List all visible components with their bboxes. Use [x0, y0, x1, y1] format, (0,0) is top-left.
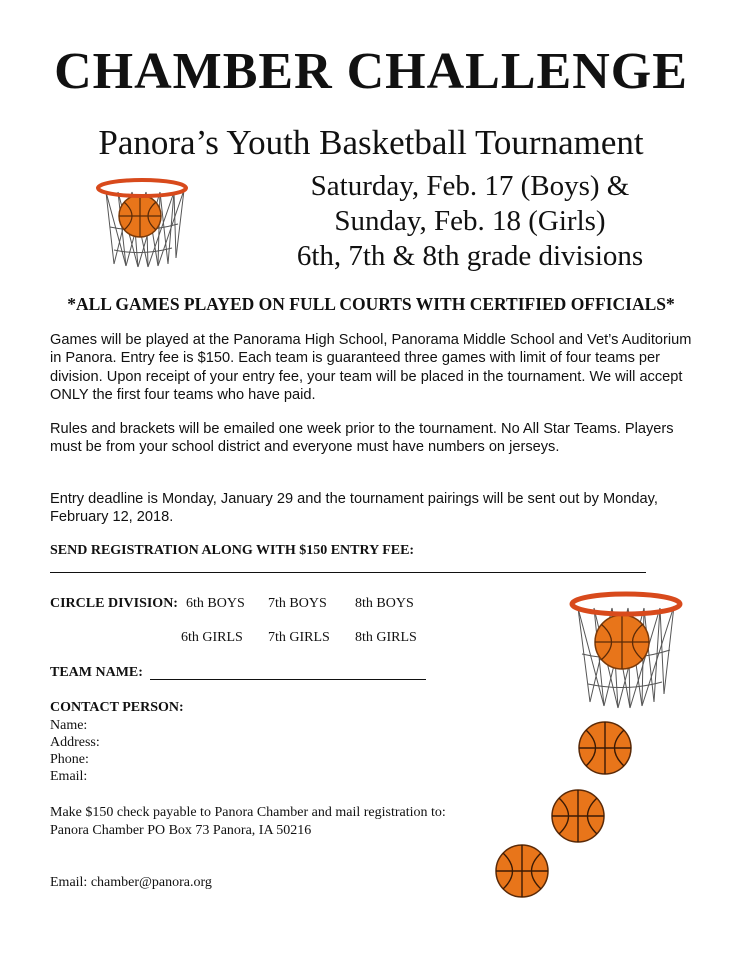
- info-paragraph-3: Entry deadline is Monday, January 29 and the tournament pairings will be sent out by Monday, February 12, 2018.: [50, 491, 658, 526]
- mailing-address: Panora Chamber PO Box 73 Panora, IA 50216: [50, 823, 312, 838]
- team-name-label: TEAM NAME:: [50, 665, 143, 680]
- info-paragraph-1: Games will be played at the Panorama High School, Panorama Middle School and Vet’s Auditorium in Panora. Entry fee is $150. Each team is guaranteed three games with limit of four teams per division. Upon receipt of your entry fee, your team will be placed in the tournament. We will accept ONLY the first four teams who have paid.: [50, 332, 692, 404]
- send-registration-heading: SEND REGISTRATION ALONG WITH $150 ENTRY FEE:: [50, 543, 415, 558]
- address-label: Address:: [50, 735, 100, 750]
- basketball-icon: [577, 720, 633, 776]
- basketball-hoop-icon: [566, 584, 686, 716]
- basketball-icon: [494, 843, 550, 899]
- date-boys: Saturday, Feb. 17 (Boys) &: [310, 170, 630, 202]
- subtitle: Panora’s Youth Basketball Tournament: [98, 123, 644, 162]
- division-6th-boys[interactable]: 6th BOYS: [186, 596, 245, 611]
- contact-email: Email: chamber@panora.org: [50, 875, 212, 890]
- division-7th-girls[interactable]: 7th GIRLS: [268, 630, 330, 645]
- check-instructions: Make $150 check payable to Panora Chamber and mail registration to:: [50, 805, 446, 820]
- banner-notice: *ALL GAMES PLAYED ON FULL COURTS WITH CERTIFIED OFFICIALS*: [67, 294, 675, 314]
- basketball-hoop-icon: [92, 172, 192, 276]
- basketball-icon: [550, 788, 606, 844]
- phone-label: Phone:: [50, 752, 89, 767]
- name-label: Name:: [50, 718, 88, 733]
- email-label: Email:: [50, 769, 88, 784]
- page-title: CHAMBER CHALLENGE: [54, 43, 688, 100]
- division-8th-girls[interactable]: 8th GIRLS: [355, 630, 417, 645]
- date-girls: Sunday, Feb. 18 (Girls): [334, 205, 606, 237]
- info-paragraph-2: Rules and brackets will be emailed one week prior to the tournament. No All Star Teams. Players must be from your school district and everyone must have numbers on jerseys.: [50, 421, 674, 456]
- contact-person-label: CONTACT PERSON:: [50, 700, 184, 715]
- registration-line: [50, 572, 646, 573]
- team-name-field[interactable]: [150, 679, 426, 680]
- divisions-line: 6th, 7th & 8th grade divisions: [296, 240, 644, 272]
- division-6th-girls[interactable]: 6th GIRLS: [181, 630, 243, 645]
- division-8th-boys[interactable]: 8th BOYS: [355, 596, 414, 611]
- division-7th-boys[interactable]: 7th BOYS: [268, 596, 327, 611]
- circle-division-label: CIRCLE DIVISION:: [50, 596, 178, 611]
